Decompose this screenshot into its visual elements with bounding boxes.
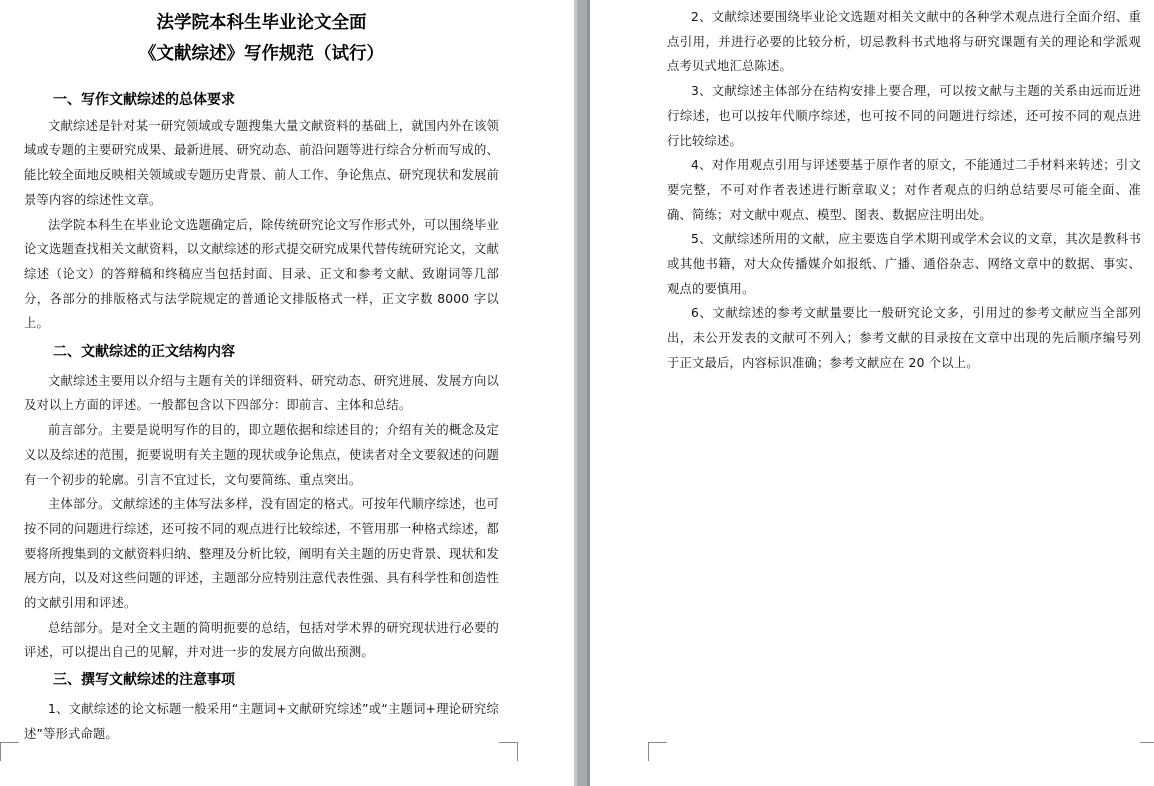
- paragraph: 1、文献综述的论文标题一般采用“主题词+文献研究综述”或“主题词+理论研究综述”等形式命题。: [24, 701, 499, 741]
- section-heading: 二、文献综述的正文结构内容: [53, 344, 235, 361]
- paragraph: 总结部分。是对全文主题的简明扼要的总结，包括对学术界的研究现状进行必要的评述，可以提出自己的见解，并对进一步的发展方向做出预测。: [24, 620, 499, 660]
- paragraph: 前言部分。主要是说明写作的目的，即立题依据和综述目的；介绍有关的概念及定义以及综述的范围，扼要说明有关主题的现状或争论焦点，使读者对全文要叙述的问题有一个初步的轮廓。引言不宜过长，文句要简练、重点突出。: [24, 423, 499, 487]
- page-separator: [574, 0, 590, 786]
- section-heading: 一、写作文献综述的总体要求: [53, 92, 235, 108]
- paragraph: 3、文献综述主体部分在结构安排上要合理，可以按文献与主题的关系由远而近进行综述，也可以按年代顺序综述，也可按不同的问题进行综述，还可按不同的观点进行比较综述。: [667, 84, 1141, 148]
- document-title: 法学院本科生毕业论文全面: [156, 13, 367, 33]
- page-text-area: [24, 8, 499, 746]
- document-page-right: [590, 0, 1154, 786]
- section-heading: 三、撰写文献综述的注意事项: [53, 672, 235, 689]
- paragraph: 5、文献综述所用的文献，应主要选自学术期刊或学术会议的文章，其次是教科书或其他书籍，对大众传播媒介如报纸、广播、通俗杂志、网络文章中的数据、事实、观点的要慎用。: [667, 232, 1141, 296]
- paragraph: 主体部分。文献综述的主体写法多样，没有固定的格式。可按年代顺序综述，也可按不同的问题进行综述，还可按不同的观点进行比较综述，不管用那一种格式综述，都要将所搜集到的文献资料归纳、整理及分析比较，阐明有关主题的历史背景、现状和发展方向，以及对这些问题的评述，主题部分应特别注意代表性强、具有科学性和创造性的文献引用和评述。: [24, 497, 499, 611]
- document-subtitle: 《文献综述》写作规范（试行）: [139, 44, 384, 64]
- page-text-area: [667, 5, 1141, 376]
- page-corner-mark: [1140, 742, 1154, 761]
- page-corner-mark: [0, 742, 19, 761]
- paragraph: 6、文献综述的参考文献量要比一般研究论文多，引用过的参考文献应当全部列出，未公开发表的文献可不列入；参考文献的目录按在文章中出现的先后顺序编号列于正文最后，内容标识准确；参考文献应在 20 个以上。: [667, 306, 1141, 370]
- paragraph: 文献综述主要用以介绍与主题有关的详细资料、研究动态、研究进展、发展方向以及对以上方面的评述。一般都包含以下四部分：即前言、主体和总结。: [24, 373, 499, 413]
- paragraph: 文献综述是针对某一研究领域或专题搜集大量文献资料的基础上，就国内外在该领域或专题的主要研究成果、最新进展、研究动态、前沿问题等进行综合分析而写成的、能比较全面地反映相关领域或专题历史背景、前人工作、争论焦点、研究现状和发展前景等内容的综述性文章。: [24, 118, 499, 207]
- paragraph: 2、文献综述要围绕毕业论文选题对相关文献中的各种学术观点进行全面介绍、重点引用，并进行必要的比较分析，切忌教科书式地将与研究课题有关的理论和学派观点考贝式地汇总陈述。: [667, 10, 1141, 74]
- paragraph: 法学院本科生在毕业论文选题确定后，除传统研究论文写作形式外，可以围绕毕业论文选题查找相关文献资料，以文献综述的形式提交研究成果代替传统研究论文，文献综述（论文）的答辩稿和终稿应当包括封面、目录、正文和参考文献、致谢词等几部分，各部分的排版格式与法学院规定的普通论文排版格式一样，正文字数 8000 字以上。: [24, 217, 499, 331]
- page-corner-mark: [499, 742, 518, 761]
- page-corner-mark: [648, 742, 667, 761]
- document-page-left: [0, 0, 574, 786]
- paragraph: 4、对作用观点引用与评述要基于原作者的原文，不能通过二手材料来转述；引文要完整，不可对作者表述进行断章取义；对作者观点的归纳总结要尽可能全面、准确、简练；对文献中观点、模型、图表、数据应注明出处。: [667, 158, 1141, 222]
